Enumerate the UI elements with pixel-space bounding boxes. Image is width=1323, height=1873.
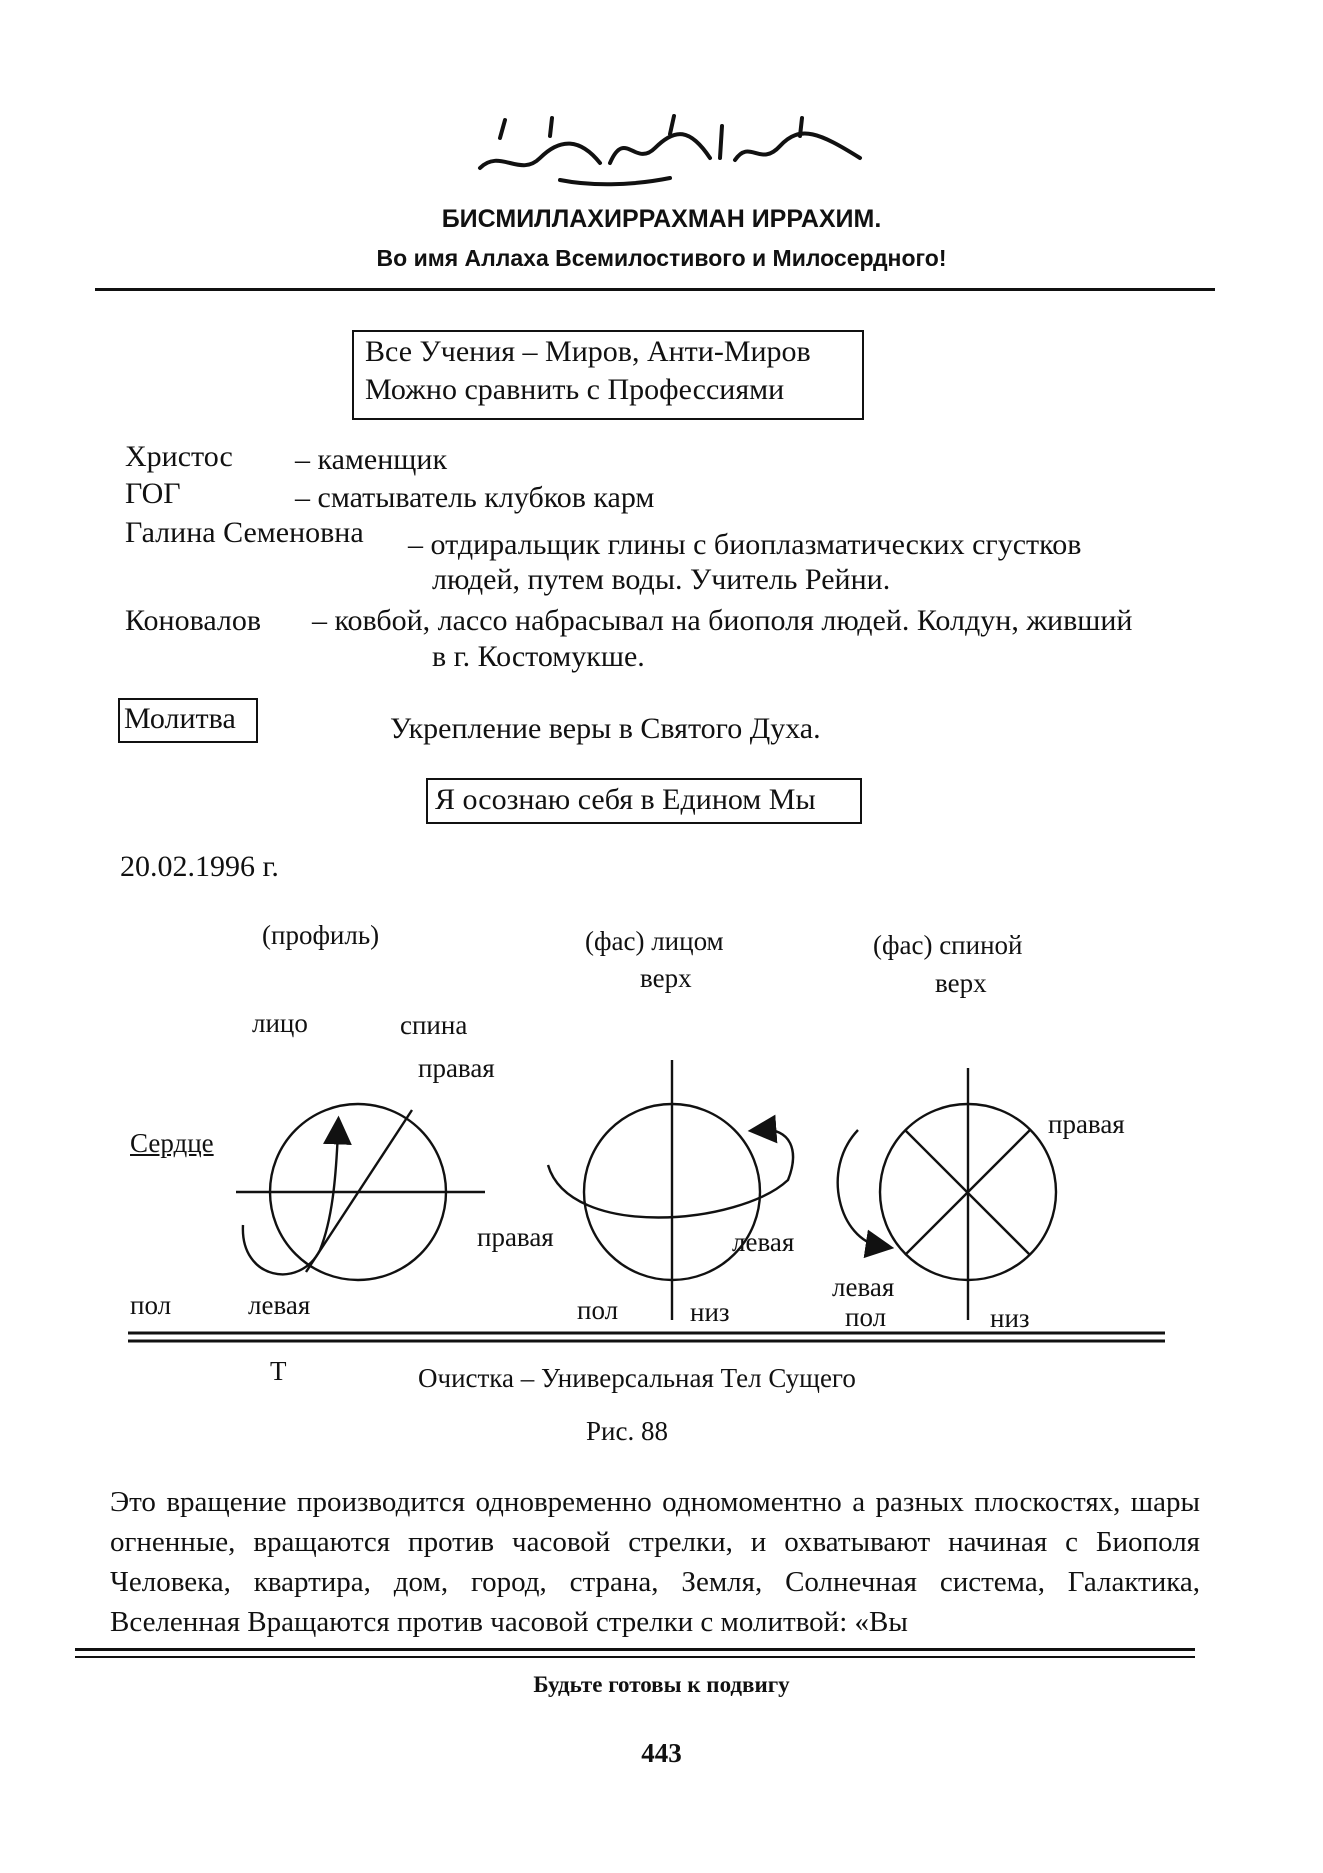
- label-floor-3: пол: [845, 1302, 887, 1332]
- profession-text-cont: в г. Костомукше.: [432, 640, 645, 673]
- label-floor-2: пол: [577, 1295, 619, 1325]
- profession-text-cont: людей, путем воды. Учитель Рейни.: [432, 563, 891, 596]
- body-paragraph: Это вращение производится одновременно одномоментно а разных плоскостях, шары огненные, вращаются против часовой стрелки, и охватывают начиная с Биополя Человека, квартира, дом, город, страна, Земля, Солнечная система, Галактика, Вселенная Вращаются против часовой стрелки с молитвой: «Вы: [110, 1486, 1200, 1638]
- figure-caption: Очистка – Универсальная Тел Сущего: [418, 1363, 856, 1393]
- profession-text: – сматыватель клубков карм: [295, 481, 655, 514]
- label-face: лицо: [252, 1008, 308, 1038]
- label-t: Т: [270, 1356, 287, 1386]
- label-back-front: (фас) спиной: [873, 930, 1023, 960]
- page-number: 443: [641, 1738, 682, 1768]
- label-right-3: правая: [1048, 1109, 1125, 1139]
- date: 20.02.1996 г.: [120, 850, 279, 883]
- header-title: БИСМИЛЛАХИРРАХМАН ИРРАХИМ.: [441, 205, 882, 233]
- label-face-front: (фас) лицом: [585, 926, 724, 956]
- prayer-label: Молитва: [124, 702, 236, 735]
- prayer-text: Укрепление веры в Святого Духа.: [390, 712, 821, 745]
- label-top-2: верх: [935, 968, 987, 998]
- header-subtitle: Во имя Аллаха Всемилостивого и Милосердного!: [376, 245, 947, 271]
- profession-text: – ковбой, лассо набрасывал на биополя людей. Колдун, живший: [312, 604, 1133, 637]
- profession-name: Коновалов: [125, 604, 262, 637]
- label-heart: Сердце: [130, 1128, 214, 1158]
- prayer-boxed-text: Я осознаю себя в Едином Мы: [435, 783, 816, 816]
- boxed-heading-line2: Можно сравнить с Профессиями: [365, 373, 785, 406]
- footer-motto: Будьте готовы к подвигу: [533, 1672, 790, 1697]
- profession-text: – каменщик: [295, 443, 448, 476]
- footer-rule-1: [75, 1648, 1195, 1651]
- label-left-2: левая: [732, 1227, 795, 1257]
- label-left-3: левая: [832, 1272, 895, 1302]
- profession-name: Христос: [125, 440, 233, 473]
- label-top-1: верх: [640, 963, 692, 993]
- label-bottom-2: низ: [990, 1303, 1030, 1333]
- label-profile: (профиль): [262, 920, 380, 950]
- figure-number: Рис. 88: [586, 1416, 668, 1446]
- label-back: спина: [400, 1010, 468, 1040]
- label-right-2: правая: [477, 1222, 554, 1252]
- label-left-1: левая: [248, 1290, 311, 1320]
- footer-rule-2: [75, 1656, 1195, 1658]
- profession-name: ГОГ: [125, 477, 181, 510]
- label-right-1: правая: [418, 1053, 495, 1083]
- profile-rotation-arrow: [243, 1130, 338, 1274]
- back-rotation-arrow: [838, 1130, 880, 1246]
- boxed-heading-line1: Все Учения – Миров, Анти-Миров: [365, 335, 811, 368]
- label-bottom-1: низ: [690, 1297, 730, 1327]
- profession-name: Галина Семеновна: [125, 516, 364, 549]
- profession-text: – отдиральщик глины с биоплазматических сгустков: [408, 528, 1082, 561]
- label-floor-1: пол: [130, 1290, 172, 1320]
